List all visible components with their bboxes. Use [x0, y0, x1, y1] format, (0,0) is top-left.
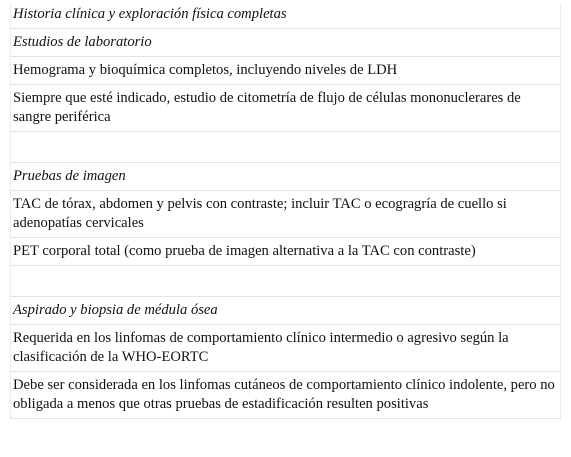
blank-row	[11, 132, 561, 163]
section-row	[11, 3, 561, 29]
section-heading-clinical-history: Historia clínica y exploración física completas	[11, 3, 561, 29]
item-row	[11, 85, 561, 132]
item-ct-scan: TAC de tórax, abdomen y pelvis con contraste; incluir TAC o ecogragría de cuello si adenopatías cervicales	[11, 191, 561, 238]
item-row	[11, 191, 561, 238]
section-row	[11, 163, 561, 191]
section-heading-imaging: Pruebas de imagen	[11, 163, 561, 191]
item-flow-cytometry: Siempre que esté indicado, estudio de citometría de flujo de células mononuclerares de sangre periférica	[11, 85, 561, 132]
item-biopsy-considered: Debe ser considerada en los linfomas cutáneos de comportamiento clínico indolente, pero no obligada a menos que otras pruebas de estadificación resulten positivas	[11, 372, 561, 419]
blank-cell	[11, 266, 561, 297]
item-blood-count: Hemograma y bioquímica completos, incluyendo niveles de LDH	[11, 57, 561, 85]
section-heading-bone-marrow: Aspirado y biopsia de médula ósea	[11, 297, 561, 325]
item-pet-scan: PET corporal total (como prueba de imagen alternativa a la TAC con contraste)	[11, 238, 561, 266]
item-row	[11, 372, 561, 419]
staging-table	[10, 3, 561, 419]
item-row	[11, 57, 561, 85]
item-row	[11, 238, 561, 266]
item-biopsy-required: Requerida en los linfomas de comportamiento clínico intermedio o agresivo según la clasificación de la WHO-EORTC	[11, 325, 561, 372]
blank-cell	[11, 132, 561, 163]
section-row	[11, 297, 561, 325]
blank-row	[11, 266, 561, 297]
section-heading-laboratory: Estudios de laboratorio	[11, 29, 561, 57]
section-row	[11, 29, 561, 57]
item-row	[11, 325, 561, 372]
